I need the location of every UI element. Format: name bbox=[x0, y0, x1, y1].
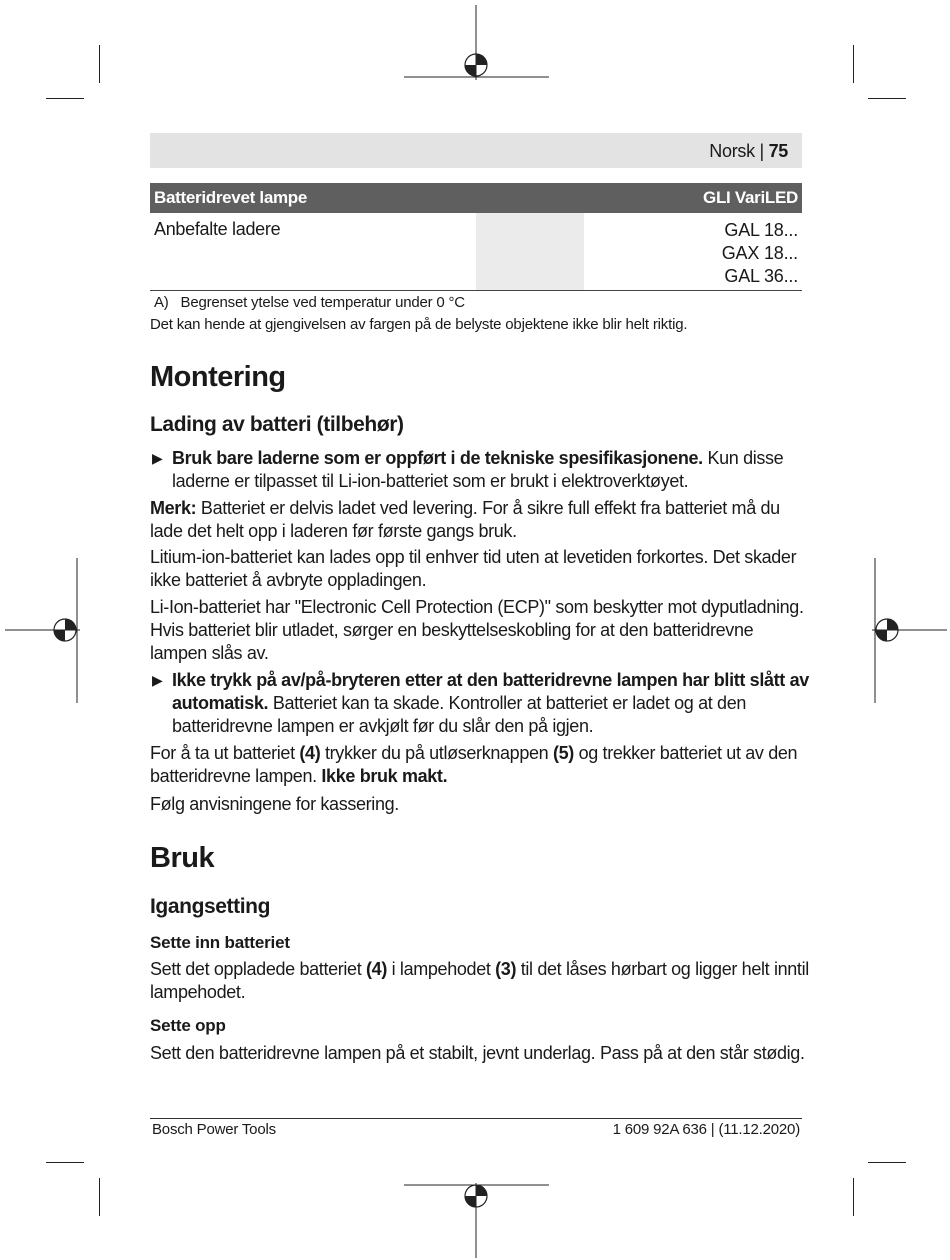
crop-mark bbox=[868, 98, 906, 99]
ecp-paragraph: Li-Ion-batteriet har "Electronic Cell Protection (ECP)" som beskytter mot dyputladning. Hvis batteriet blir utladet, sørger en beskyttelseskobling for at den batteridrevne lampen slås av. bbox=[150, 597, 804, 663]
no-force-text: Ikke bruk makt. bbox=[321, 766, 448, 786]
charger-value: GAX 18... bbox=[721, 243, 798, 263]
crop-mark bbox=[46, 98, 84, 99]
text-run: og trekker batteriet ut av den batteridrevne lampen. bbox=[150, 743, 798, 786]
spec-table-col2-header: GLI VariLED bbox=[703, 188, 798, 207]
text-run: i lampehodet bbox=[386, 959, 496, 979]
bullet-text: Kun disse laderne er tilpasset til Li-ion-batteriet som er brukt i elektroverktøyet. bbox=[172, 448, 784, 491]
spec-table-row-label: Anbefalte ladere bbox=[154, 219, 281, 239]
spec-table-col1-header: Batteridrevet lampe bbox=[154, 188, 308, 207]
text-run: til det låses hørbart og ligger helt inntil lampehodet. bbox=[150, 959, 809, 1002]
header-separator: | bbox=[754, 141, 769, 161]
insert-battery-paragraph bbox=[150, 958, 810, 1004]
bullet-bold-text: Ikke trykk på av/på-bryteren etter at den batteridrevne lampen har blitt slått av automatisk. bbox=[172, 670, 809, 713]
bullet-triangle-icon: ▶ bbox=[152, 450, 163, 466]
table-shaded-cell bbox=[476, 213, 584, 290]
subsection-title-lading: Lading av batteri (tilbehør) bbox=[150, 413, 404, 436]
header-language: Norsk bbox=[709, 141, 755, 161]
footnote-marker: A) bbox=[154, 294, 169, 311]
section-title-montering: Montering bbox=[150, 361, 286, 393]
merk-label: Merk: bbox=[150, 498, 197, 518]
heading-sette-inn: Sette inn batteriet bbox=[150, 933, 290, 952]
footer-left: Bosch Power Tools bbox=[152, 1121, 276, 1138]
warning-bullet-chargers bbox=[150, 447, 810, 493]
registration-mark-bottom bbox=[404, 1183, 549, 1258]
disposal-paragraph: Følg anvisningene for kassering. bbox=[150, 794, 399, 814]
warning-bullet-switch bbox=[150, 669, 810, 738]
subsection-title-igangsetting: Igangsetting bbox=[150, 895, 271, 918]
registration-mark-right bbox=[872, 558, 947, 703]
footer-right: 1 609 92A 636 | (11.12.2020) bbox=[612, 1121, 800, 1138]
spec-table-row bbox=[150, 213, 802, 291]
page-header bbox=[709, 141, 788, 162]
remove-battery-paragraph bbox=[150, 742, 810, 788]
bullet-text: Batteriet kan ta skade. Kontroller at batteriet er ladet og at den batteridrevne lampen er avkjølt før du slår den på igjen. bbox=[172, 693, 747, 736]
crop-mark bbox=[868, 1162, 906, 1163]
section-title-bruk: Bruk bbox=[150, 842, 215, 874]
ref-4: (4) bbox=[366, 959, 387, 979]
page-number: 75 bbox=[768, 141, 788, 161]
charger-value: GAL 36... bbox=[724, 266, 798, 286]
bullet-bold-text: Bruk bare laderne som er oppført i de tekniske spesifikasjonene. bbox=[172, 448, 703, 468]
registration-mark-top bbox=[404, 5, 549, 80]
text-run: Sett det oppladede batteriet bbox=[150, 959, 367, 979]
charger-value: GAL 18... bbox=[724, 220, 798, 240]
bullet-triangle-icon: ▶ bbox=[152, 672, 163, 688]
footnote-text: Begrenset ytelse ved temperatur under 0 °C bbox=[180, 294, 465, 311]
ref-4: (4) bbox=[299, 743, 321, 763]
color-note: Det kan hende at gjengivelsen av fargen på de belyste objektene ikke blir helt riktig. bbox=[150, 316, 688, 333]
spec-table-header bbox=[150, 183, 802, 213]
text-run: trykker du på utløserknappen bbox=[320, 743, 553, 763]
heading-sette-opp: Sette opp bbox=[150, 1016, 226, 1035]
merk-text: Batteriet er delvis ladet ved levering. For å sikre full effekt fra batteriet må du lade det helt opp i laderen før første gangs bruk. bbox=[150, 498, 780, 541]
text-run: For å ta ut batteriet bbox=[150, 743, 300, 763]
page-header-bar bbox=[150, 133, 802, 168]
footnote-a bbox=[154, 294, 465, 311]
ref-5: (5) bbox=[552, 743, 574, 763]
crop-mark bbox=[853, 45, 854, 83]
spec-table-row-values bbox=[722, 219, 798, 288]
footer-rule bbox=[150, 1118, 802, 1119]
spec-table bbox=[150, 183, 802, 291]
lithium-paragraph: Litium-ion-batteriet kan lades opp til enhver tid uten at levetiden forkortes. Det skader ikke batteriet å avbryte oppladingen. bbox=[150, 547, 797, 590]
registration-mark-left bbox=[5, 558, 80, 703]
setup-paragraph: Sett den batteridrevne lampen på et stabilt, jevnt underlag. Pass på at den står stødig. bbox=[150, 1043, 805, 1063]
ref-3: (3) bbox=[495, 959, 517, 979]
crop-mark bbox=[853, 1178, 854, 1216]
crop-mark bbox=[99, 1178, 100, 1216]
crop-mark bbox=[99, 45, 100, 83]
crop-mark bbox=[46, 1162, 84, 1163]
merk-paragraph bbox=[150, 497, 810, 543]
